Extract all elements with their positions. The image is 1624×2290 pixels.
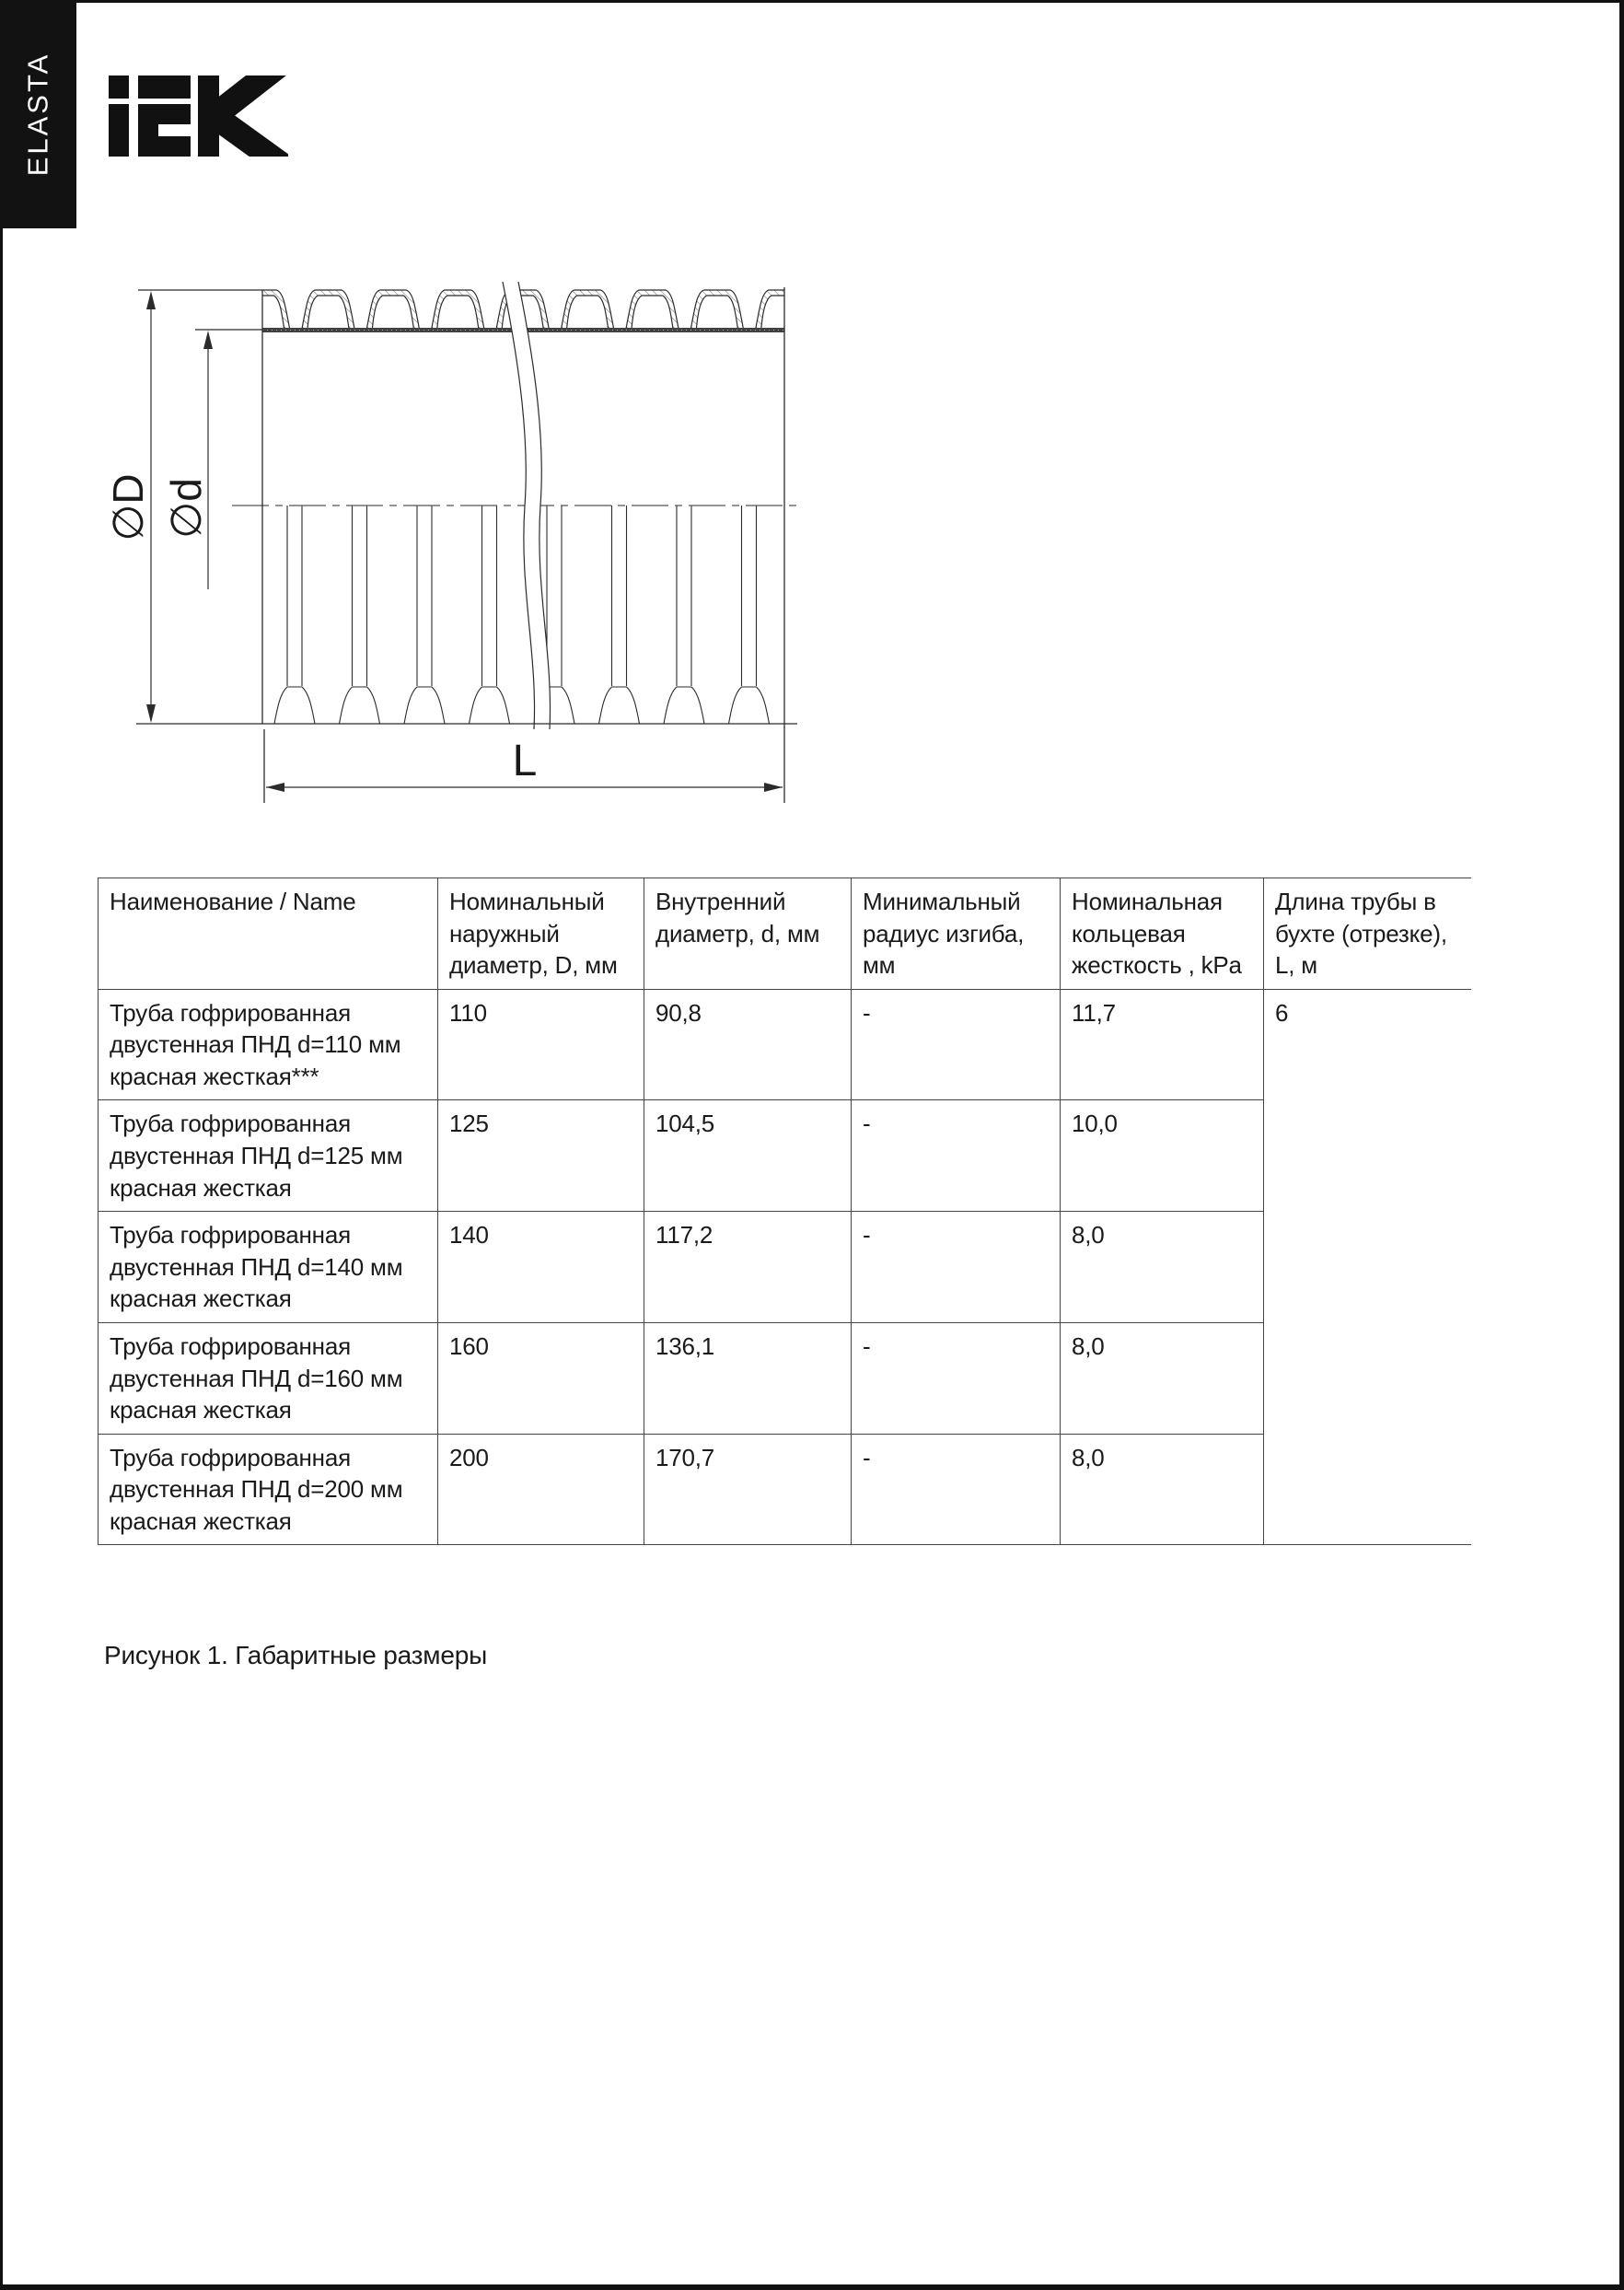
outer-diameter-label: ∅D xyxy=(104,473,152,541)
iek-logo-e-bottom xyxy=(138,136,191,157)
elasta-series-tab xyxy=(0,0,76,228)
figure-caption: Рисунок 1. Габаритные размеры xyxy=(104,1641,488,1669)
cell-outer-diameter: 110 xyxy=(438,989,644,1100)
pipe-spec-table xyxy=(98,878,1471,1545)
header-bend-radius: Минимальный радиус изгиба, мм xyxy=(852,878,1061,990)
cell-bend-radius: - xyxy=(852,1434,1061,1545)
cell-inner-diameter: 104,5 xyxy=(644,1100,852,1212)
table-header-row xyxy=(99,878,1471,990)
page-border-bottom xyxy=(0,2284,1624,2290)
page-border-right xyxy=(1619,0,1624,2290)
cell-outer-diameter: 140 xyxy=(438,1212,644,1323)
header-ring-stiffness: Номинальная кольцевая жесткость , kPa xyxy=(1061,878,1264,990)
cell-inner-diameter: 170,7 xyxy=(644,1434,852,1545)
iek-logo-i-stem xyxy=(109,104,129,157)
dimension-inner-diameter xyxy=(203,331,213,589)
cell-inner-diameter: 117,2 xyxy=(644,1212,852,1323)
cell-name: Труба гофрированная двустенная ПНД d=200 мм красная жесткая xyxy=(99,1434,438,1545)
header-tube-length: Длина трубы в бухте (отрезке), L, м xyxy=(1264,878,1471,990)
cell-ring-stiffness: 8,0 xyxy=(1061,1434,1264,1545)
header-outer-diameter: Номинальный наружный диаметр, D, мм xyxy=(438,878,644,990)
cell-name: Труба гофрированная двустенная ПНД d=160 мм красная жесткая xyxy=(99,1322,438,1434)
inner-diameter-label: ∅d xyxy=(162,478,210,539)
cell-name: Труба гофрированная двустенная ПНД d=110 мм красная жесткая*** xyxy=(99,989,438,1100)
pipe-outline xyxy=(136,287,797,803)
cell-ring-stiffness: 8,0 xyxy=(1061,1322,1264,1434)
page-border-top xyxy=(0,0,1624,3)
iek-logo xyxy=(109,76,288,157)
cell-bend-radius: - xyxy=(852,1212,1061,1323)
header-inner-diameter: Внутренний диаметр, d, мм xyxy=(644,878,852,990)
cell-bend-radius: - xyxy=(852,1322,1061,1434)
cell-inner-diameter: 136,1 xyxy=(644,1322,852,1434)
cell-tube-length: 6 xyxy=(1264,989,1471,1545)
iek-logo-e-top xyxy=(138,76,191,99)
pipe-bottom-corrugation xyxy=(274,506,770,724)
cell-outer-diameter: 200 xyxy=(438,1434,644,1545)
cell-outer-diameter: 125 xyxy=(438,1100,644,1212)
cell-ring-stiffness: 8,0 xyxy=(1061,1212,1264,1323)
cell-inner-diameter: 90,8 xyxy=(644,989,852,1100)
table-row xyxy=(99,989,1471,1100)
cell-ring-stiffness: 10,0 xyxy=(1061,1100,1264,1212)
iek-logo-i-dot xyxy=(109,76,129,99)
cell-name: Труба гофрированная двустенная ПНД d=125 мм красная жесткая xyxy=(99,1100,438,1212)
iek-logo-k-lower-arm xyxy=(212,114,288,157)
cell-bend-radius: - xyxy=(852,1100,1061,1212)
cell-name: Труба гофрированная двустенная ПНД d=140 мм красная жесткая xyxy=(99,1212,438,1323)
pipe-dimension-drawing xyxy=(0,258,921,829)
cell-ring-stiffness: 11,7 xyxy=(1061,989,1264,1100)
elasta-series-label: ELASTA xyxy=(21,52,54,177)
cell-bend-radius: - xyxy=(852,989,1061,1100)
cell-outer-diameter: 160 xyxy=(438,1322,644,1434)
header-name: Наименование / Name xyxy=(99,878,438,990)
length-label: L xyxy=(512,737,538,785)
